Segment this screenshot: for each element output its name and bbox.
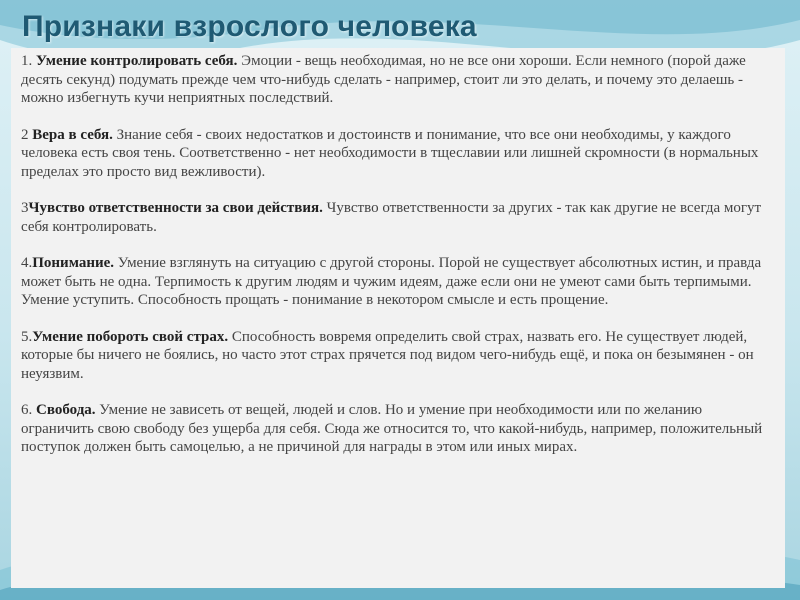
item-heading: Понимание. [32,255,115,271]
item-heading: Умение контролировать себя. [36,53,238,69]
item-number: 3 [21,200,29,216]
item-heading: Умение побороть свой страх. [32,328,229,345]
list-item-2 [21,126,771,182]
item-text: Умение взглянуть на ситуацию с другой стороны. Порой не существует абсолютных истин, и правда может быть не одна. Терпимость к другим людям и чужим идеям, даже если они не умеют сами быть терпимыми. Умение уступить. Способность прощать - понимание в некотором смысле и есть прощение. [21,255,762,308]
item-text: Эмоции - вещь необходимая, но не все они хороши. Если немного (порой даже десять секунд) подумать прежде чем что-нибудь сделать - например, стоит ли это делать, и почему это делаешь - можно избегнуть кучи неприятных последствий. [21,53,746,106]
item-heading: Свобода. [36,402,96,418]
item-text: Умение не зависеть от вещей, людей и слов. Но и умение при необходимости или по желанию ограничить свою свободу без ущерба для себя. Сюда же относится то, что какой-нибудь, например, положительный поступок должен быть самоцелью, а не причиной для награды в этом или иных мирах. [21,402,763,455]
list-item-5 [21,328,771,384]
content-panel [11,48,785,588]
item-text: Чувство ответственности за других - так как другие не всегда могут себя контролировать. [21,200,762,235]
item-number: 4. [21,255,33,271]
item-text: Знание себя - своих недостатков и достоинств и понимание, что все они необходимы, у каждого человека есть своя тень. Соответственно - нет необходимости в тщеславии или лишней скромности (в нормальных пределах это просто вид вежливости). [21,126,759,180]
list-item-1 [21,52,771,108]
item-text: Способность вовремя определить свой страх, назвать его. Не существует людей, которые бы ничего не боялись, но часто этот страх прячется под видом чего-нибудь ещё, и пока он безымянен - он неуязвим. [21,328,754,382]
list-item-4 [21,254,771,310]
item-heading: Вера в себя. [32,126,113,143]
item-number: 5. [21,328,33,345]
item-heading: Чувство ответственности за свои действия. [28,200,323,216]
item-number: 2 [21,126,33,143]
page-title: Признаки взрослого человека [22,10,477,43]
item-number: 6. [21,402,36,418]
list-item-3 [21,199,771,236]
list-item-6 [21,401,771,457]
item-number: 1. [21,53,36,69]
